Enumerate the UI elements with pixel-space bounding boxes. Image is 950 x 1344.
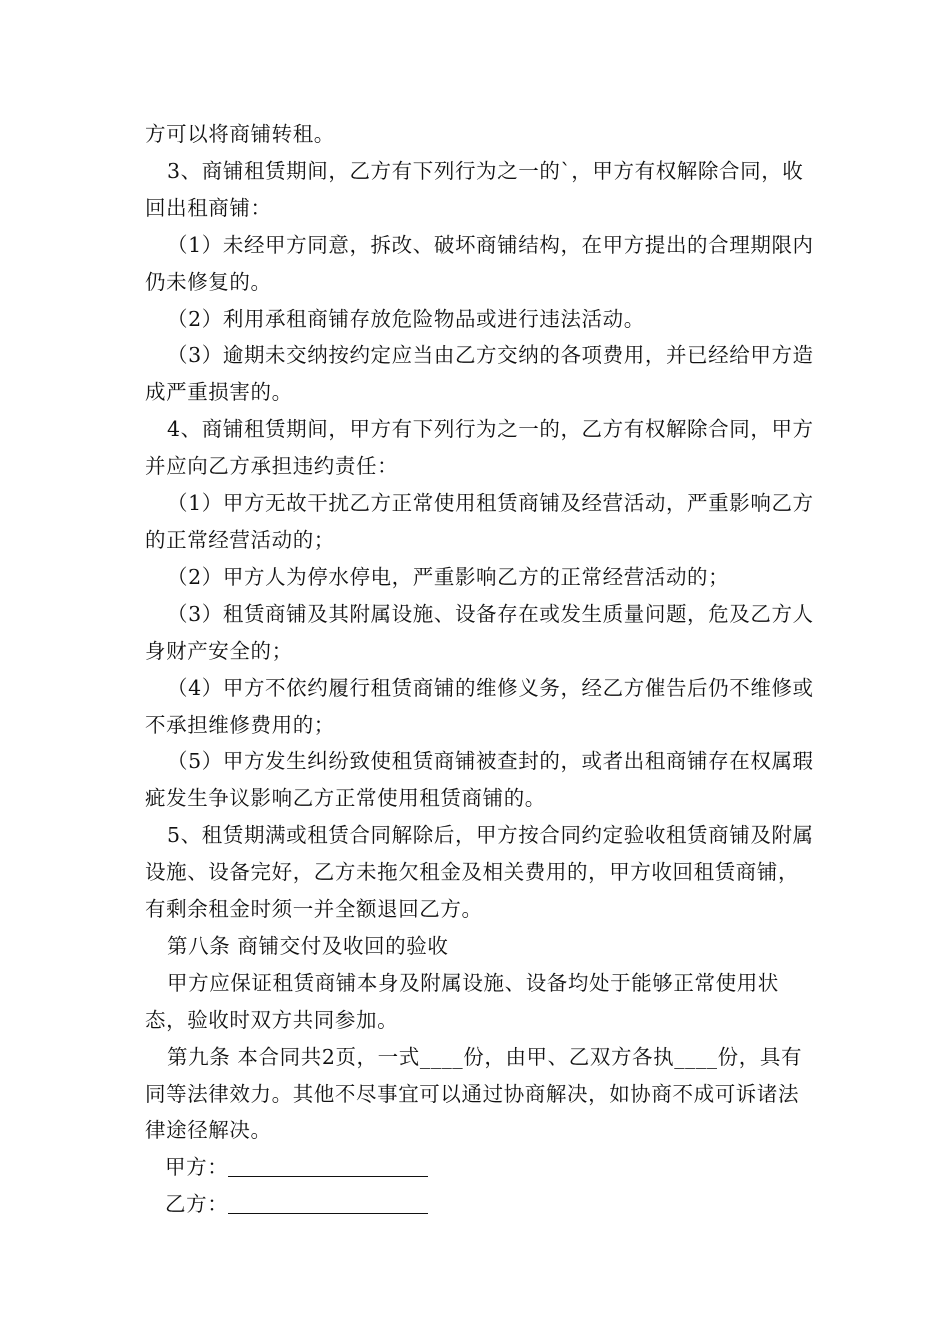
clause-3-item-3: （3）逾期未交纳按约定应当由乙方交纳的各项费用，并已经给甲方造成严重损害的。 (145, 343, 814, 405)
clause-4-item-4: （4）甲方不依约履行租赁商铺的维修义务，经乙方催告后仍不维修或不承担维修费用的； (145, 675, 814, 737)
contract-body (145, 116, 815, 1223)
clause-3-item-1: （1）未经甲方同意，拆改、破坏商铺结构，在甲方提出的合理期限内仍未修复的。 (145, 232, 814, 294)
clause-3-item-2: （2）利用承租商铺存放危险物品或进行违法活动。 (167, 306, 645, 331)
clause-5: 5、租赁期满或租赁合同解除后，甲方按合同约定验收租赁商铺及附属设施、设备完好，乙方未拖欠租金及相关费用的，甲方收回租赁商铺，有剩余租金时须一并全额退回乙方。 (145, 823, 814, 922)
clause-4: 4、商铺租赁期间，甲方有下列行为之一的，乙方有权解除合同，甲方并应向乙方承担违约责任： (145, 417, 814, 479)
article-8-heading: 第八条 商铺交付及收回的验收 (167, 933, 449, 958)
party-b-signature (145, 1186, 815, 1223)
party-a-signature-line (228, 1154, 428, 1177)
paragraph-continuation: 方可以将商铺转租。 (145, 122, 335, 146)
article-9: 第九条 本合同共2页，一式____份，由甲、乙双方各执____份，具有同等法律效力。其他不尽事宜可以通过协商解决，如协商不成可诉诸法律途径解决。 (145, 1044, 803, 1143)
party-b-label: 乙方： (165, 1192, 229, 1217)
party-a-signature (145, 1149, 815, 1186)
clause-4-item-5: （5）甲方发生纠纷致使租赁商铺被查封的，或者出租商铺存在权属瑕疵发生争议影响乙方正常使用租赁商铺的。 (145, 749, 814, 811)
clause-4-item-2: （2）甲方人为停水停电，严重影响乙方的正常经营活动的； (167, 564, 730, 589)
clause-4-item-1: （1）甲方无故干扰乙方正常使用租赁商铺及经营活动，严重影响乙方的正常经营活动的； (145, 491, 814, 552)
party-b-signature-line (228, 1191, 428, 1214)
article-8-body: 甲方应保证租赁商铺本身及附属设施、设备均处于能够正常使用状态，验收时双方共同参加。 (145, 970, 779, 1032)
clause-3: 3、商铺租赁期间，乙方有下列行为之一的`，甲方有权解除合同，收回出租商铺： (145, 158, 804, 220)
clause-4-item-3: （3）租赁商铺及其附属设施、设备存在或发生质量问题，危及乙方人身财产安全的； (145, 601, 814, 663)
party-a-label: 甲方： (165, 1155, 229, 1180)
